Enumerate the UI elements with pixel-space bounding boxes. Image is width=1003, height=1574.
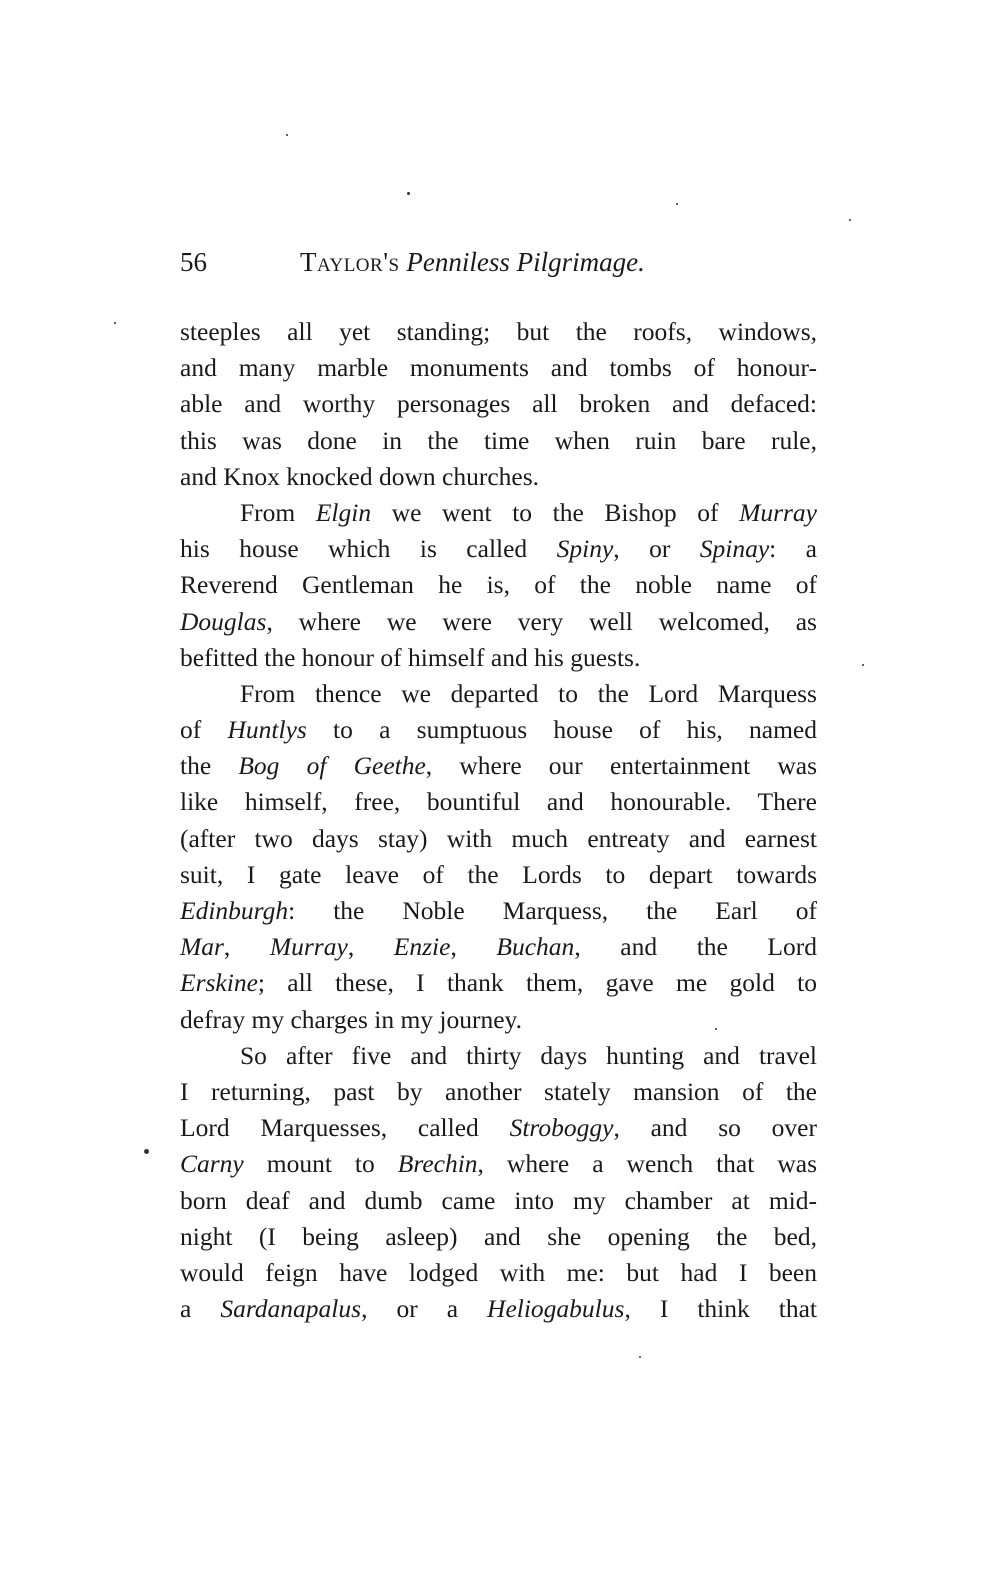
speck bbox=[862, 664, 864, 666]
text-line: From thence we departed to the Lord Marquess bbox=[240, 678, 817, 708]
speck bbox=[676, 203, 678, 205]
speck bbox=[407, 192, 410, 195]
speck bbox=[144, 1149, 149, 1154]
text-line: So after five and thirty days hunting and travel bbox=[240, 1040, 817, 1070]
speck bbox=[286, 134, 288, 136]
text-line: born deaf and dumb came into my chamber at mid- bbox=[180, 1185, 817, 1215]
text-line: Erskine; all these, I thank them, gave me gold to bbox=[180, 968, 817, 998]
text-line: From Elgin we went to the Bishop of Murray bbox=[240, 497, 817, 527]
text-line: his house which is called Spiny, or Spinay: a bbox=[180, 534, 817, 564]
text-line: and Knox knocked down churches. bbox=[180, 461, 540, 491]
text-line: Carny mount to Brechin, where a wench that was bbox=[180, 1149, 817, 1179]
running-title-work: Penniless Pilgrimage. bbox=[406, 247, 645, 277]
body-text bbox=[180, 314, 817, 1327]
text-line: Reverend Gentleman he is, of the noble name of bbox=[180, 570, 817, 600]
page-number: 56 bbox=[180, 247, 207, 277]
text-line: and many marble monuments and tombs of honour- bbox=[180, 353, 817, 383]
running-header bbox=[180, 242, 820, 282]
text-line: suit, I gate leave of the Lords to depart towards bbox=[180, 859, 817, 889]
running-title bbox=[300, 242, 645, 282]
speck bbox=[639, 1356, 641, 1358]
text-line: the Bog of Geethe, where our entertainment was bbox=[180, 751, 817, 781]
text-line: Mar, Murray, Enzie, Buchan, and the Lord bbox=[180, 932, 818, 962]
speck bbox=[114, 322, 116, 324]
text-line: able and worthy personages all broken and defaced: bbox=[180, 389, 817, 419]
text-line: Lord Marquesses, called Stroboggy, and so over bbox=[180, 1113, 817, 1143]
text-line: (after two days stay) with much entreaty and earnest bbox=[180, 823, 817, 853]
text-line: befitted the honour of himself and his guests. bbox=[180, 642, 641, 672]
text-line: Edinburgh: the Noble Marquess, the Earl of bbox=[180, 896, 817, 925]
running-title-author: Taylor's bbox=[300, 247, 400, 277]
text-line: Douglas, where we were very well welcomed, as bbox=[180, 606, 817, 636]
text-line: would feign have lodged with me: but had I been bbox=[180, 1257, 817, 1287]
text-line: this was done in the time when ruin bare rule, bbox=[180, 425, 817, 455]
text-line: a Sardanapalus, or a Heliogabulus, I think that bbox=[180, 1294, 817, 1324]
speck bbox=[849, 219, 851, 221]
text-line: defray my charges in my journey. bbox=[180, 1004, 523, 1034]
text-line: steeples all yet standing; but the roofs, windows, bbox=[180, 317, 817, 346]
text-line: like himself, free, bountiful and honourable. There bbox=[180, 787, 817, 817]
text-line: of Huntlys to a sumptuous house of his, named bbox=[180, 715, 817, 745]
text-line: night (I being asleep) and she opening the bed, bbox=[180, 1221, 817, 1251]
text-line: I returning, past by another stately mansion of the bbox=[180, 1076, 817, 1106]
